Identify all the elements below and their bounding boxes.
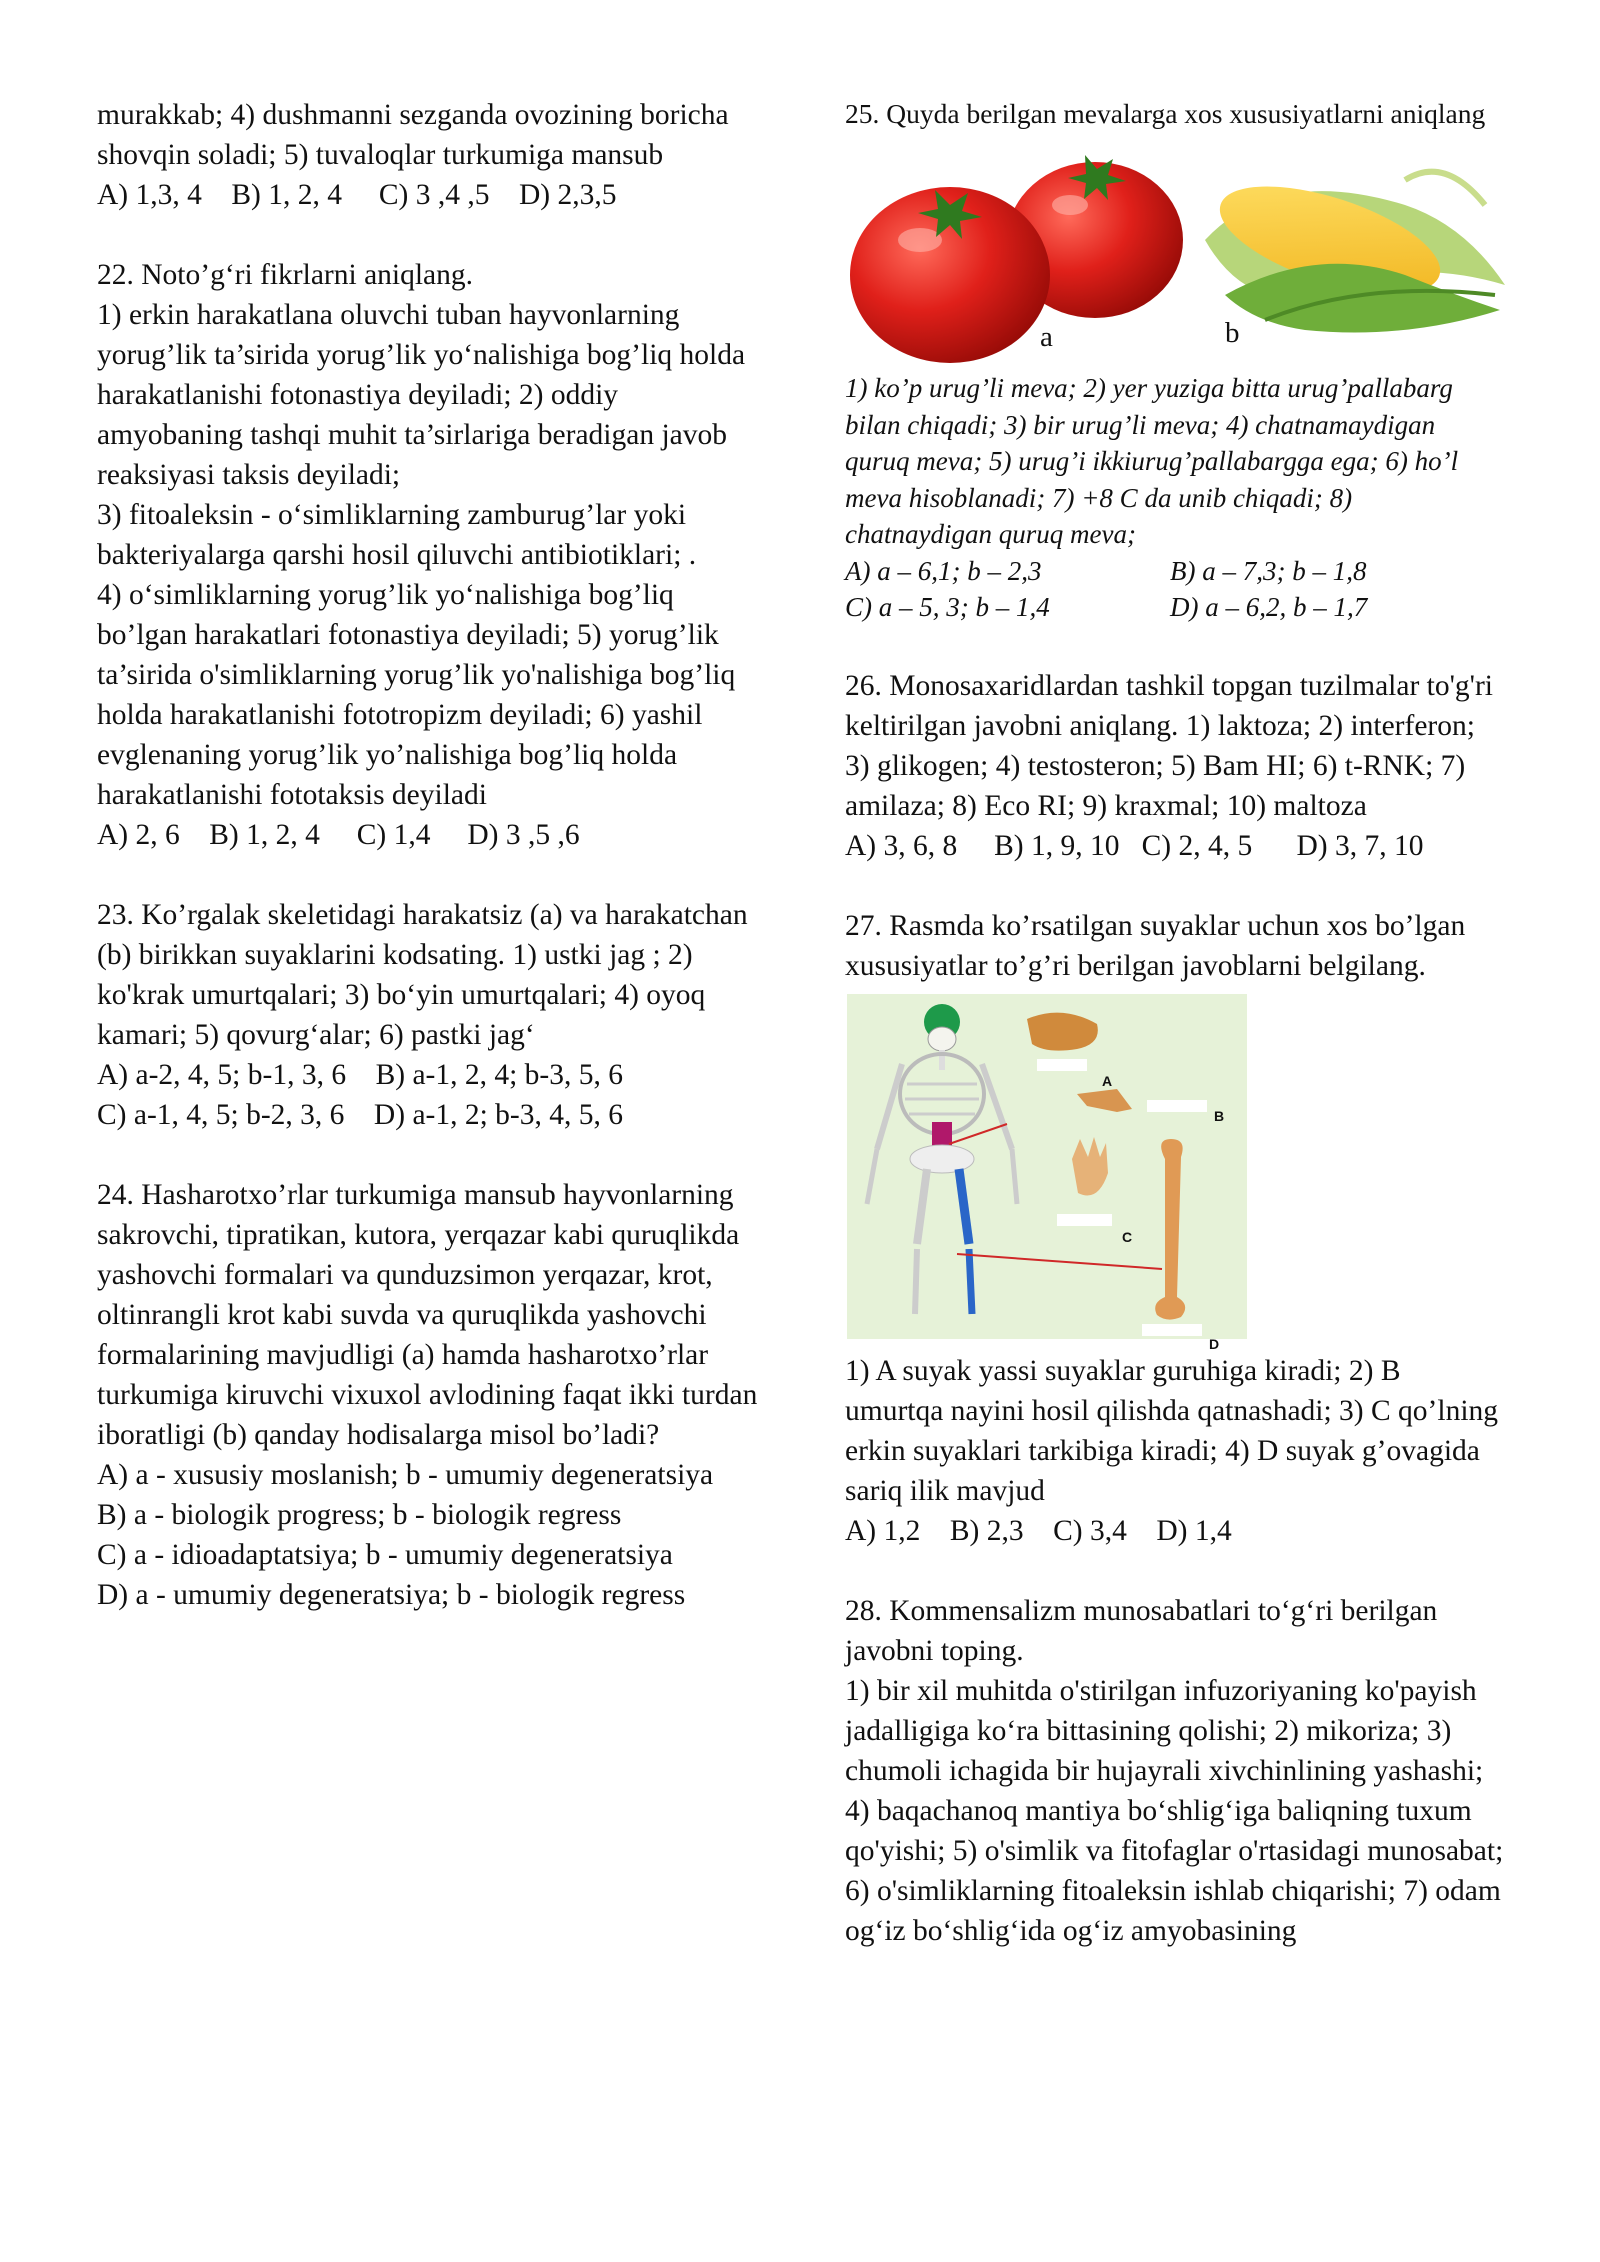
q22-body-1: 1) erkin harakatlana oluvchi tuban hayvonlarning yorug’lik ta’sirida yorug’lik yo‘nalishiga bog’liq holda harakatlanishi fotonastiya deyiladi; 2) oddiy amyobaning tashqi muhit ta’sirlariga beradigan javob reaksiyasi taksis deyiladi; <box>97 299 746 491</box>
q24-option-d: D) a - umumiy degeneratsiya; b - biologik regress <box>97 1579 686 1611</box>
fruit-label-b: b <box>1225 317 1240 349</box>
q24-option-c: C) a - idioadaptatsiya; b - umumiy degeneratsiya <box>97 1539 673 1571</box>
q23-body: 23. Ko’rgalak skeletidagi harakatsiz (a) va harakatchan (b) birikkan suyaklarini kodsating. 1) ustki jag ; 2) ko'krak umurtqalari; 3) bo‘yin umurtqalari; 4) oyoq kamari; 5) qovurg‘alar; 6) pastki jag‘ <box>97 899 748 1051</box>
skeleton-label-c: C <box>1122 1228 1133 1245</box>
left-column <box>97 95 767 1615</box>
tomato-corn-illustration <box>845 145 1505 370</box>
q24-option-b: B) a - biologik progress; b - biologik regress <box>97 1499 622 1531</box>
q25-options <box>845 553 1505 626</box>
right-column <box>845 95 1505 1951</box>
q21-tail-text: murakkab; 4) dushmanni sezganda ovozining boricha shovqin soladi; 5) tuvaloqlar turkumiga mansub <box>97 99 729 171</box>
skeleton-label-d: D <box>1209 1335 1220 1352</box>
q27-body: 1) A suyak yassi suyaklar guruhiga kiradi; 2) B umurtqa nayini hosil qilishda qatnashadi; 3) C qo’lning erkin suyaklari tarkibiga kiradi; 4) D suyak g’ovagida sariq ilik mavjud <box>845 1354 1499 1507</box>
q22-body-2: 3) fitoaleksin - o‘simliklarning zamburug’lar yoki bakteriyalarga qarshi hosil qiluvchi antibiotiklari; . <box>97 499 697 571</box>
q22-options: A) 2, 6 B) 1, 2, 4 C) 1,4 D) 3 ,5 ,6 <box>97 819 580 851</box>
fruit-label-a: a <box>1040 321 1053 353</box>
q27-options: A) 1,2 B) 2,3 C) 3,4 D) 1,4 <box>845 1514 1232 1547</box>
q22-title: 22. Noto’g‘ri fikrlarni aniqlang. <box>97 259 474 291</box>
q26-options: A) 3, 6, 8 B) 1, 9, 10 C) 2, 4, 5 D) 3, 7, 10 <box>845 829 1424 862</box>
skeleton-figure <box>847 994 1247 1352</box>
skeleton-label-a: A <box>1102 1072 1113 1089</box>
q21-options: A) 1,3, 4 B) 1, 2, 4 C) 3 ,4 ,5 D) 2,3,5 <box>97 179 617 211</box>
q25-option-a: A) a – 6,1; b – 2,3 <box>845 555 1042 586</box>
q25-option-c: C) a – 5, 3; b – 1,4 <box>845 592 1050 622</box>
q25-body: 1) ko’p urug’li meva; 2) yer yuziga bitta urug’pallabarg bilan chiqadi; 3) bir urug’li meva; 4) chatnamaydigan quruq meva; 5) urug’i ikkiurug’pallabargga ega; 6) ho’l meva hisoblanadi; 7) +8 C da unib chiqadi; 8) chatnaydigan quruq meva; <box>845 373 1459 549</box>
q25-option-d: D) a – 6,2, b – 1,7 <box>1170 592 1368 622</box>
q28-body: 1) bir xil muhitda o'stirilgan infuzoriyaning ko'payish jadalligiga ko‘ra bittasining qolishi; 2) mikoriza; 3) chumoli ichagida bir hujayrali xivchinlining yashashi; 4) baqachanoq mantiya bo‘shlig‘iga baliqning tuxum qo'yishi; 5) o'simlik va fitofaglar o'rtasidagi munosabat; 6) o'simliklarning fitoaleksin ishlab chiqarishi; 7) odam og‘iz bo‘shlig‘ida og‘iz amyobasining <box>845 1674 1504 1947</box>
pelvis <box>910 1145 974 1173</box>
q24-option-a: A) a - xususiy moslanish; b - umumiy degeneratsiya <box>97 1459 714 1491</box>
q23-options-1: A) a-2, 4, 5; b-1, 3, 6 B) a-1, 2, 4; b-3, 5, 6 <box>97 1059 624 1091</box>
skeleton-bones-illustration <box>847 994 1247 1339</box>
q25-option-b: B) a – 7,3; b – 1,8 <box>1170 555 1367 586</box>
q27-title: 27. Rasmda ko’rsatilgan suyaklar uchun xos bo’lgan xususiyatlar to’g’ri berilgan javoblarni belgilang. <box>845 909 1466 982</box>
q23-options-2: C) a-1, 4, 5; b-2, 3, 6 D) a-1, 2; b-3, 4, 5, 6 <box>97 1099 624 1131</box>
q28-title: 28. Kommensalizm munosabatlari to‘g‘ri berilgan javobni toping. <box>845 1594 1438 1667</box>
q26-body: 26. Monosaxaridlardan tashkil topgan tuzilmalar to'g'ri keltirilgan javobni aniqlang. 1) laktoza; 2) interferon; 3) glikogen; 4) testosteron; 5) Bam HI; 6) t-RNK; 7) amilaza; 8) Eco RI; 9) kraxmal; 10) maltoza <box>845 669 1494 822</box>
fruit-figure <box>845 145 1505 370</box>
skeleton-label-b: B <box>1214 1107 1225 1124</box>
q22-body-3: 4) o‘simliklarning yorug’lik yo‘nalishiga bog’liq bo’lgan harakatlari fotonastiya deyiladi; 5) yorug’lik ta’sirida o'simliklarning yorug’lik yo'nalishiga bog’liq holda harakatlanishi fototropizm deyiladi; 6) yashil evglenaning yorug’lik yo’nalishiga bog’liq holda harakatlanishi fototaksis deyiladi <box>97 579 736 811</box>
q24-body: 24. Hasharotxo’rlar turkumiga mansub hayvonlarning sakrovchi, tipratikan, kutora, yerqazar kabi quruqlikda yashovchi formalari va qunduzsimon yerqazar, krot, oltinrangli krot kabi suvda va quruqlikda yashovchi formalarining mavjudligi (a) hamda hasharotxo’rlar turkumiga kiruvchi vixuxol avlodining faqat ikki turdan iboratligi (b) qanday hodisalarga misol bo’ladi? <box>97 1179 758 1451</box>
q25-title: 25. Quyda berilgan mevalarga xos xususiyatlarni aniqlang <box>845 98 1486 129</box>
